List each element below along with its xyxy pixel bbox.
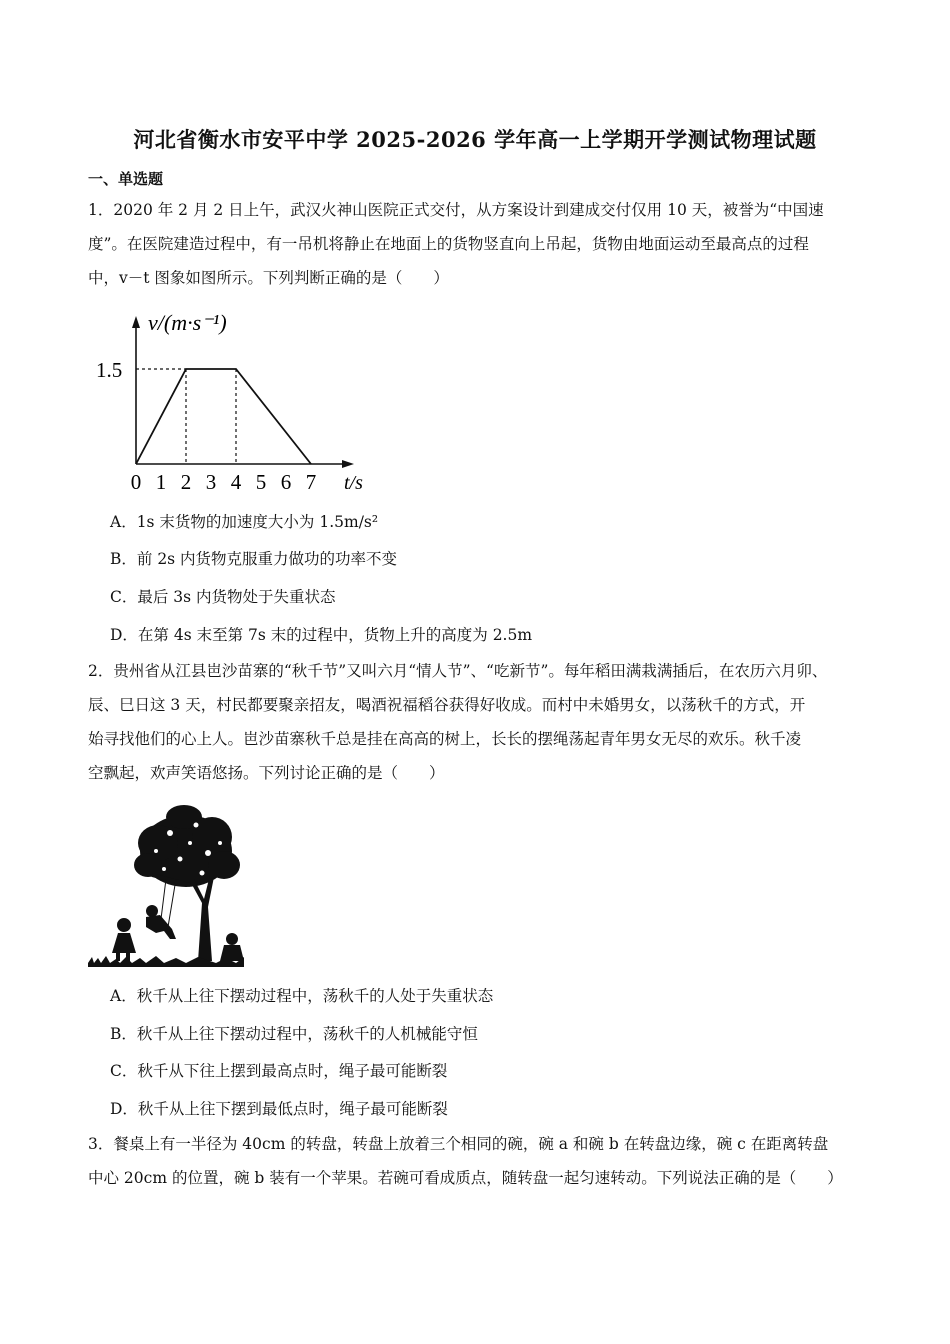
swing-tree-illustration: [86, 803, 246, 969]
question-2-option-d[interactable]: D．秋千从上往下摆到最低点时，绳子最可能断裂: [110, 1100, 448, 1118]
question-2-stem: [88, 654, 868, 790]
question-3-stem: [88, 1127, 868, 1195]
question-2-line: 空飘起，欢声笑语悠扬。下列讨论正确的是（ ）: [88, 764, 445, 782]
section-heading: 一、单选题: [88, 170, 164, 188]
question-2-option-a[interactable]: A．秋千从上往下摆动过程中，荡秋千的人处于失重状态: [110, 987, 494, 1005]
tree-canopy: [134, 805, 240, 887]
question-2-line: 辰、巳日这 3 天，村民都要聚亲招友，喝酒祝福稻谷获得好收成。而村中未婚男女，以荡秋千的方式，开: [88, 696, 806, 714]
child-sitting: [220, 933, 244, 961]
vt-graph: [88, 306, 378, 496]
x-axis-label: t/s: [344, 472, 363, 494]
question-1-line: 度”。在医院建造过程中，有一吊机将静止在地面上的货物竖直向上吊起，货物由地面运动至最高点的过程: [88, 235, 809, 253]
question-1-option-c[interactable]: C．最后 3s 内货物处于失重状态: [110, 588, 336, 606]
x-tick-label: 0: [130, 470, 142, 494]
question-1-line: 1．2020 年 2 月 2 日上午，武汉火神山医院正式交付，从方案设计到建成交付仅用 10 天，被誉为“中国速: [88, 201, 824, 219]
question-2-line: 始寻找他们的心上人。岜沙苗寨秋千总是挂在高高的树上，长长的摆绳荡起青年男女无尽的欢乐。秋千凌: [88, 730, 802, 748]
question-1-option-a[interactable]: A．1s 末货物的加速度大小为 1.5m/s²: [110, 513, 379, 531]
child-on-swing: [146, 905, 176, 939]
x-tick-label: 3: [205, 470, 217, 494]
x-tick-label: 7: [305, 470, 317, 494]
y-tick-label: 1.5: [96, 358, 123, 382]
tree-trunk: [190, 875, 214, 961]
question-3-line: 3．餐桌上有一半径为 40cm 的转盘，转盘上放着三个相同的碗，碗 a 和碗 b 在转盘边缘，碗 c 在距离转盘: [88, 1135, 829, 1153]
page-title: 河北省衡水市安平中学 2025-2026 学年高一上学期开学测试物理试题: [133, 127, 817, 152]
question-2-option-b[interactable]: B．秋千从上往下摆动过程中，荡秋千的人机械能守恒: [110, 1025, 478, 1043]
x-tick-label: 6: [280, 470, 292, 494]
y-axis-arrow: [132, 316, 140, 328]
x-tick-label: 1: [155, 470, 167, 494]
x-axis-arrow: [342, 460, 354, 468]
velocity-series-line: [136, 369, 311, 464]
child-standing: [112, 918, 136, 961]
question-1-line: 中，v－t 图象如图所示。下列判断正确的是（ ）: [88, 269, 449, 287]
question-2-line: 2．贵州省从江县岜沙苗寨的“秋千节”又叫六月“情人节”、“吃新节”。每年稻田满栽满插后，在农历六月卯、: [88, 662, 828, 680]
question-1-option-d[interactable]: D．在第 4s 末至第 7s 末的过程中，货物上升的高度为 2.5m: [110, 626, 533, 644]
x-tick-label: 4: [230, 470, 242, 494]
question-1-stem: [88, 193, 868, 295]
question-1-option-b[interactable]: B．前 2s 内货物克服重力做功的功率不变: [110, 550, 398, 568]
y-axis-label: v/(m·s⁻¹): [148, 310, 227, 335]
swing-rope: [168, 879, 176, 927]
question-3-line: 中心 20cm 的位置，碗 b 装有一个苹果。若碗可看成质点，随转盘一起匀速转动。下列说法正确的是（ ）: [88, 1169, 843, 1187]
x-tick-label: 5: [255, 470, 267, 494]
question-2-option-c[interactable]: C．秋千从下往上摆到最高点时，绳子最可能断裂: [110, 1062, 448, 1080]
ground-grass: [88, 956, 244, 967]
x-tick-label: 2: [180, 470, 192, 494]
